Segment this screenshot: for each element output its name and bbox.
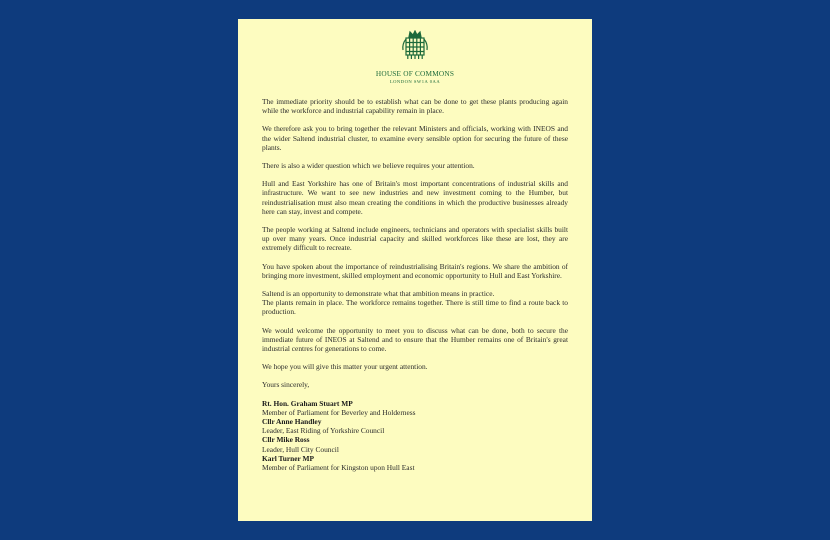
letter-page [238, 19, 592, 521]
signatory-name: Cllr Anne Handley [262, 417, 322, 427]
paragraph: We therefore ask you to bring together the relevant Ministers and officials, working with INEOS and the wider Saltend industrial cluster, to examine every sensible option for securing the future of these plants. [262, 124, 568, 152]
letterhead-title: HOUSE OF COMMONS [375, 69, 455, 78]
paragraph: Hull and East Yorkshire has one of Britain's most important concentrations of industrial skills and infrastructure. We want to see new industries and new investment coming to the Humber, but reindustrialisation must also mean creating the conditions in which the productive businesses already here can stay, invest and compete. [262, 179, 568, 216]
paragraph: There is also a wider question which we believe requires your attention. [262, 161, 475, 171]
signatory-role: Leader, East Riding of Yorkshire Council [262, 426, 385, 436]
portcullis-icon [400, 30, 430, 62]
signatory-role: Leader, Hull City Council [262, 444, 339, 454]
signatory-name: Rt. Hon. Graham Stuart MP [262, 398, 353, 408]
signatory-role: Member of Parliament for Beverley and Holderness [262, 407, 416, 417]
letterhead-address: LONDON SW1A 0AA [389, 79, 441, 84]
paragraph: We would welcome the opportunity to meet you to discuss what can be done, both to secure the immediate future of INEOS at Saltend and to ensure that the Humber remains one of Britain's great industrial centres for generations to come. [262, 325, 568, 354]
paragraph: The immediate priority should be to establish what can be done to get these plants producing again while the workforce and industrial capability remain in place. [262, 97, 568, 116]
letter-body [262, 97, 568, 472]
signatures [262, 399, 568, 473]
paragraph: The people working at Saltend include engineers, technicians and operators with specialist skills built up over many years. Once industrial capacity and skilled workforces like these are lost, they are extremely difficult to recreate. [262, 225, 568, 253]
salutation: Yours sincerely, [262, 380, 310, 390]
paragraph: Saltend is an opportunity to demonstrate what that ambition means in practice. [262, 289, 495, 299]
signatory-name: Karl Turner MP [262, 453, 315, 463]
signatory-name: Cllr Mike Ross [262, 435, 310, 445]
paragraph: We hope you will give this matter your urgent attention. [262, 362, 428, 372]
signatory-role: Member of Parliament for Kingston upon Hull East [262, 463, 415, 473]
paragraph: The plants remain in place. The workforce remains together. There is still time to find a route back to production. [262, 298, 568, 317]
paragraph: You have spoken about the importance of reindustrialising Britain's regions. We share the ambition of bringing more investment, skilled employment and economic opportunity to Hull and East Yorkshire. [262, 261, 568, 280]
